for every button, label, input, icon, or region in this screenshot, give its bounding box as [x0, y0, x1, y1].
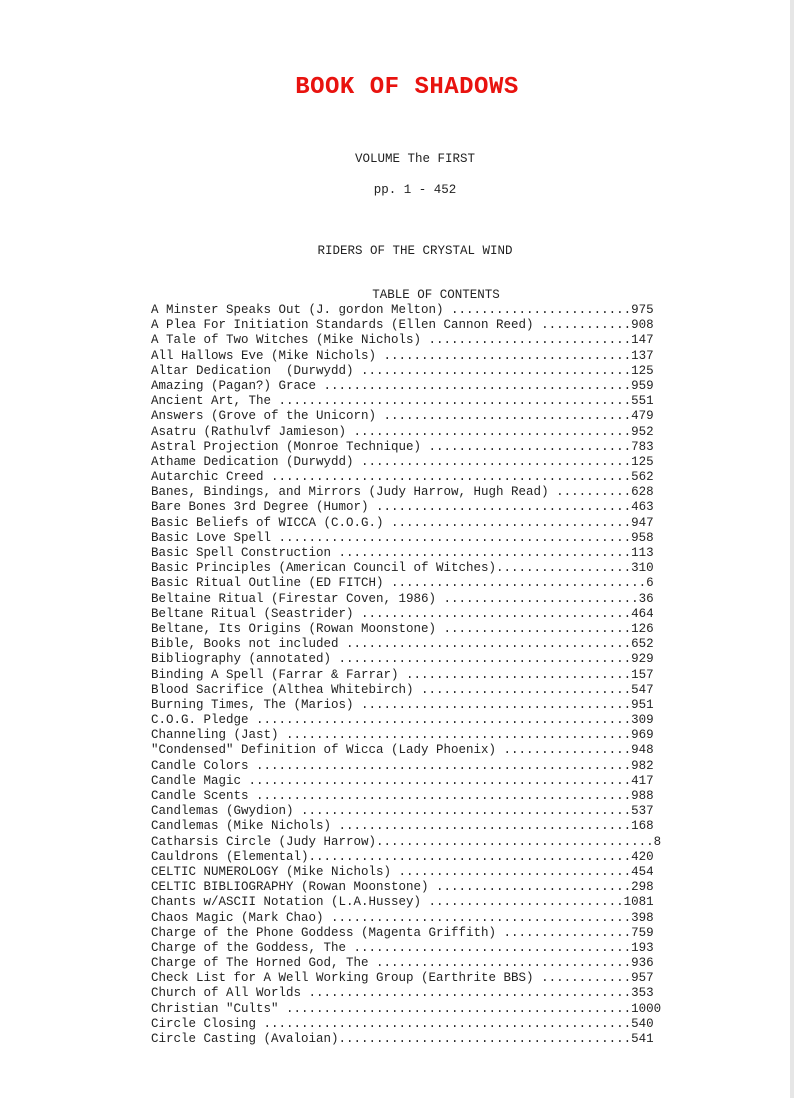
- toc-entry: Chaos Magic (Mark Chao) ........................................398: [151, 910, 654, 925]
- volume-label: VOLUME The FIRST: [354, 152, 476, 166]
- toc-entry: Circle Closing .................................................540: [151, 1016, 654, 1031]
- toc-heading: TABLE OF CONTENTS: [372, 288, 500, 302]
- page-range: pp. 1 - 452: [373, 183, 457, 197]
- subtitle: RIDERS OF THE CRYSTAL WIND: [317, 244, 513, 258]
- toc-entry: Church of All Worlds ...........................................353: [151, 986, 654, 1001]
- toc-entry: "Condensed" Definition of Wicca (Lady Phoenix) .................948: [151, 743, 654, 758]
- toc-entry: All Hallows Eve (Mike Nichols) .................................137: [151, 348, 654, 363]
- toc-entry: CELTIC NUMEROLOGY (Mike Nichols) ...............................454: [151, 864, 654, 879]
- toc-entry: A Tale of Two Witches (Mike Nichols) ...........................147: [151, 333, 654, 348]
- toc-entry: Charge of The Horned God, The ..................................936: [151, 956, 654, 971]
- toc-entry: Autarchic Creed ................................................562: [151, 470, 654, 485]
- toc-entry: Ancient Art, The ...............................................551: [151, 394, 654, 409]
- toc-entry: Check List for A Well Working Group (Earthrite BBS) ............957: [151, 971, 654, 986]
- toc-entry: CELTIC BIBLIOGRAPHY (Rowan Moonstone) ..........................298: [151, 880, 654, 895]
- toc-entry: Catharsis Circle (Judy Harrow).....................................8: [151, 834, 662, 849]
- toc-entry: Bare Bones 3rd Degree (Humor) ..................................463: [151, 500, 654, 515]
- toc-entry: Charge of the Goddess, The .....................................193: [151, 940, 654, 955]
- toc-entry: Christian "Cults" ..............................................1000: [151, 1001, 662, 1016]
- document-title: BOOK OF SHADOWS: [295, 74, 519, 101]
- toc-entry: Basic Spell Construction .......................................113: [151, 546, 654, 560]
- toc-entry: Basic Ritual Outline (ED FITCH) ..................................6: [151, 576, 654, 591]
- toc-entry: Beltane, Its Origins (Rowan Moonstone) .........................126: [151, 621, 654, 636]
- toc-entry: Answers (Grove of the Unicorn) .................................479: [151, 409, 654, 424]
- toc-entry: Athame Dedication (Durwydd) ....................................125: [151, 454, 654, 469]
- toc-entry: Bible, Books not included ......................................652: [151, 637, 654, 652]
- toc-entry: Chants w/ASCII Notation (L.A.Hussey) ..........................1081: [151, 895, 654, 910]
- toc-entry: Beltane Ritual (Seastrider) ....................................464: [151, 606, 654, 621]
- toc-entry: C.O.G. Pledge ..................................................309: [151, 713, 654, 728]
- toc-entry: Basic Beliefs of WICCA (C.O.G.) ................................947: [151, 515, 654, 530]
- toc-entry: Basic Love Spell ...............................................958: [151, 530, 654, 545]
- toc-entry: A Plea For Initiation Standards (Ellen Cannon Reed) ............908: [151, 318, 654, 333]
- toc-entry: Channeling (Jast) ..............................................969: [151, 728, 654, 743]
- toc-entry: A Minster Speaks Out (J. gordon Melton) ........................975: [151, 303, 654, 317]
- toc-entry: Amazing (Pagan?) Grace .........................................959: [151, 378, 654, 393]
- toc-entry: Candle Scents ..................................................988: [151, 789, 654, 803]
- toc-entry: Burning Times, The (Marios) ....................................951: [151, 697, 654, 712]
- toc-entry: Asatru (Rathulvf Jamieson) .....................................952: [151, 424, 654, 439]
- toc-entry: Candle Colors ..................................................982: [151, 758, 654, 773]
- toc-entry: Candlemas (Mike Nichols) .......................................168: [151, 819, 654, 834]
- toc-entry: Beltaine Ritual (Firestar Coven, 1986) ..........................36: [151, 591, 654, 606]
- toc-entry: Cauldrons (Elemental)...........................................420: [151, 849, 654, 864]
- toc-entry: Astral Projection (Monroe Technique) ...........................783: [151, 439, 654, 454]
- toc-entry: Basic Principles (American Council of Witches)..................310: [151, 561, 654, 576]
- toc-entry: Binding A Spell (Farrar & Farrar) ..............................157: [151, 667, 654, 682]
- toc-entry: Bibliography (annotated) .......................................929: [151, 652, 654, 667]
- toc-entry: Candlemas (Gwydion) ............................................537: [151, 804, 654, 819]
- toc-entry: Candle Magic ...................................................417: [151, 773, 654, 788]
- toc-entry: Altar Dedication (Durwydd) ....................................125: [151, 363, 654, 378]
- toc-entry: Blood Sacrifice (Althea Whitebirch) ............................547: [151, 682, 654, 697]
- toc-entry: Banes, Bindings, and Mirrors (Judy Harrow, Hugh Read) ..........628: [151, 485, 654, 500]
- toc-entry: Circle Casting (Avaloian).......................................541: [151, 1032, 654, 1046]
- toc-entry: Charge of the Phone Goddess (Magenta Griffith) .................759: [151, 925, 654, 940]
- table-of-contents: [151, 303, 711, 1047]
